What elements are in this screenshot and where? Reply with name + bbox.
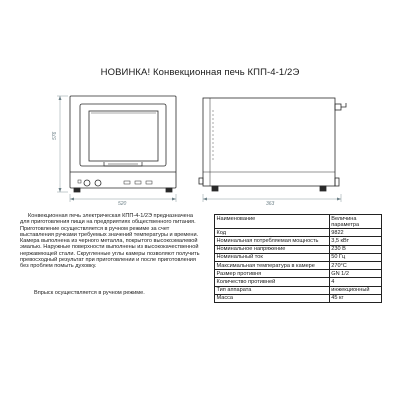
spec-value: 230 В [329, 245, 381, 253]
indicator-light-icon [78, 180, 81, 183]
table-row [215, 245, 382, 253]
spec-header-value: Величина параметра [329, 215, 381, 229]
left-knob-icon [84, 180, 90, 186]
spec-value: 270°С [329, 261, 381, 269]
spec-value: 3,5 кВт [329, 237, 381, 245]
spec-name: Максимальная температура в камере [215, 261, 330, 269]
spec-name: Тип аппарата [215, 286, 330, 294]
front-height-dimension: 576 [52, 131, 58, 140]
oven-side-view [199, 98, 346, 191]
spec-name: Код [215, 229, 330, 237]
spec-name: Размер противня [215, 270, 330, 278]
product-description-extra: Впрыск осуществляется в ручном режиме. [34, 290, 145, 296]
table-row [215, 278, 382, 286]
spec-value: 50 Гц [329, 253, 381, 261]
spec-value: GN 1/2 [329, 270, 381, 278]
spec-value: 45 кг [329, 294, 381, 302]
table-row [215, 253, 382, 261]
spec-value: 9822 [329, 229, 381, 237]
table-row [215, 294, 382, 302]
spec-table-header [215, 215, 382, 229]
table-row [215, 237, 382, 245]
spec-name: Номинальное напряжение [215, 245, 330, 253]
table-row [215, 261, 382, 269]
table-row [215, 270, 382, 278]
table-row [215, 229, 382, 237]
table-row [215, 286, 382, 294]
spec-header-name: Наименование [215, 215, 330, 229]
product-description: Конвекционная печь электрическая КПП-4-1/2Э предназначена для приготовления пищи на предприятиях общественного питания. Приготовление осуществляется в ручном режиме за счет выставления ручками требуемых значений температуры и времени. Камера выполнена из черного металла, покрытого высокоэмалевой эмалью. Наружные поверхности выполнены из высококачественной нержавеющей стали. Скругленные углы камеры позволяют получить превосходный результат при приготовлении и после приготовления без проблем помыть духовку. [20, 213, 200, 270]
spec-name: Номинальный ток [215, 253, 330, 261]
front-width-dimension: 520 [118, 201, 127, 207]
spec-table [214, 214, 382, 303]
spec-value: инжекционный [329, 286, 381, 294]
spec-name: Масса [215, 294, 330, 302]
spec-name: Номинальная потребляемая мощность [215, 237, 330, 245]
spec-value: 4 [329, 278, 381, 286]
spec-name: Количество противней [215, 278, 330, 286]
page-title: НОВИНКА! Конвекционная печь КПП-4-1/2Э [100, 67, 300, 78]
oven-front-view [70, 96, 176, 192]
right-knob-icon [95, 180, 101, 186]
side-depth-dimension: 363 [266, 201, 275, 207]
